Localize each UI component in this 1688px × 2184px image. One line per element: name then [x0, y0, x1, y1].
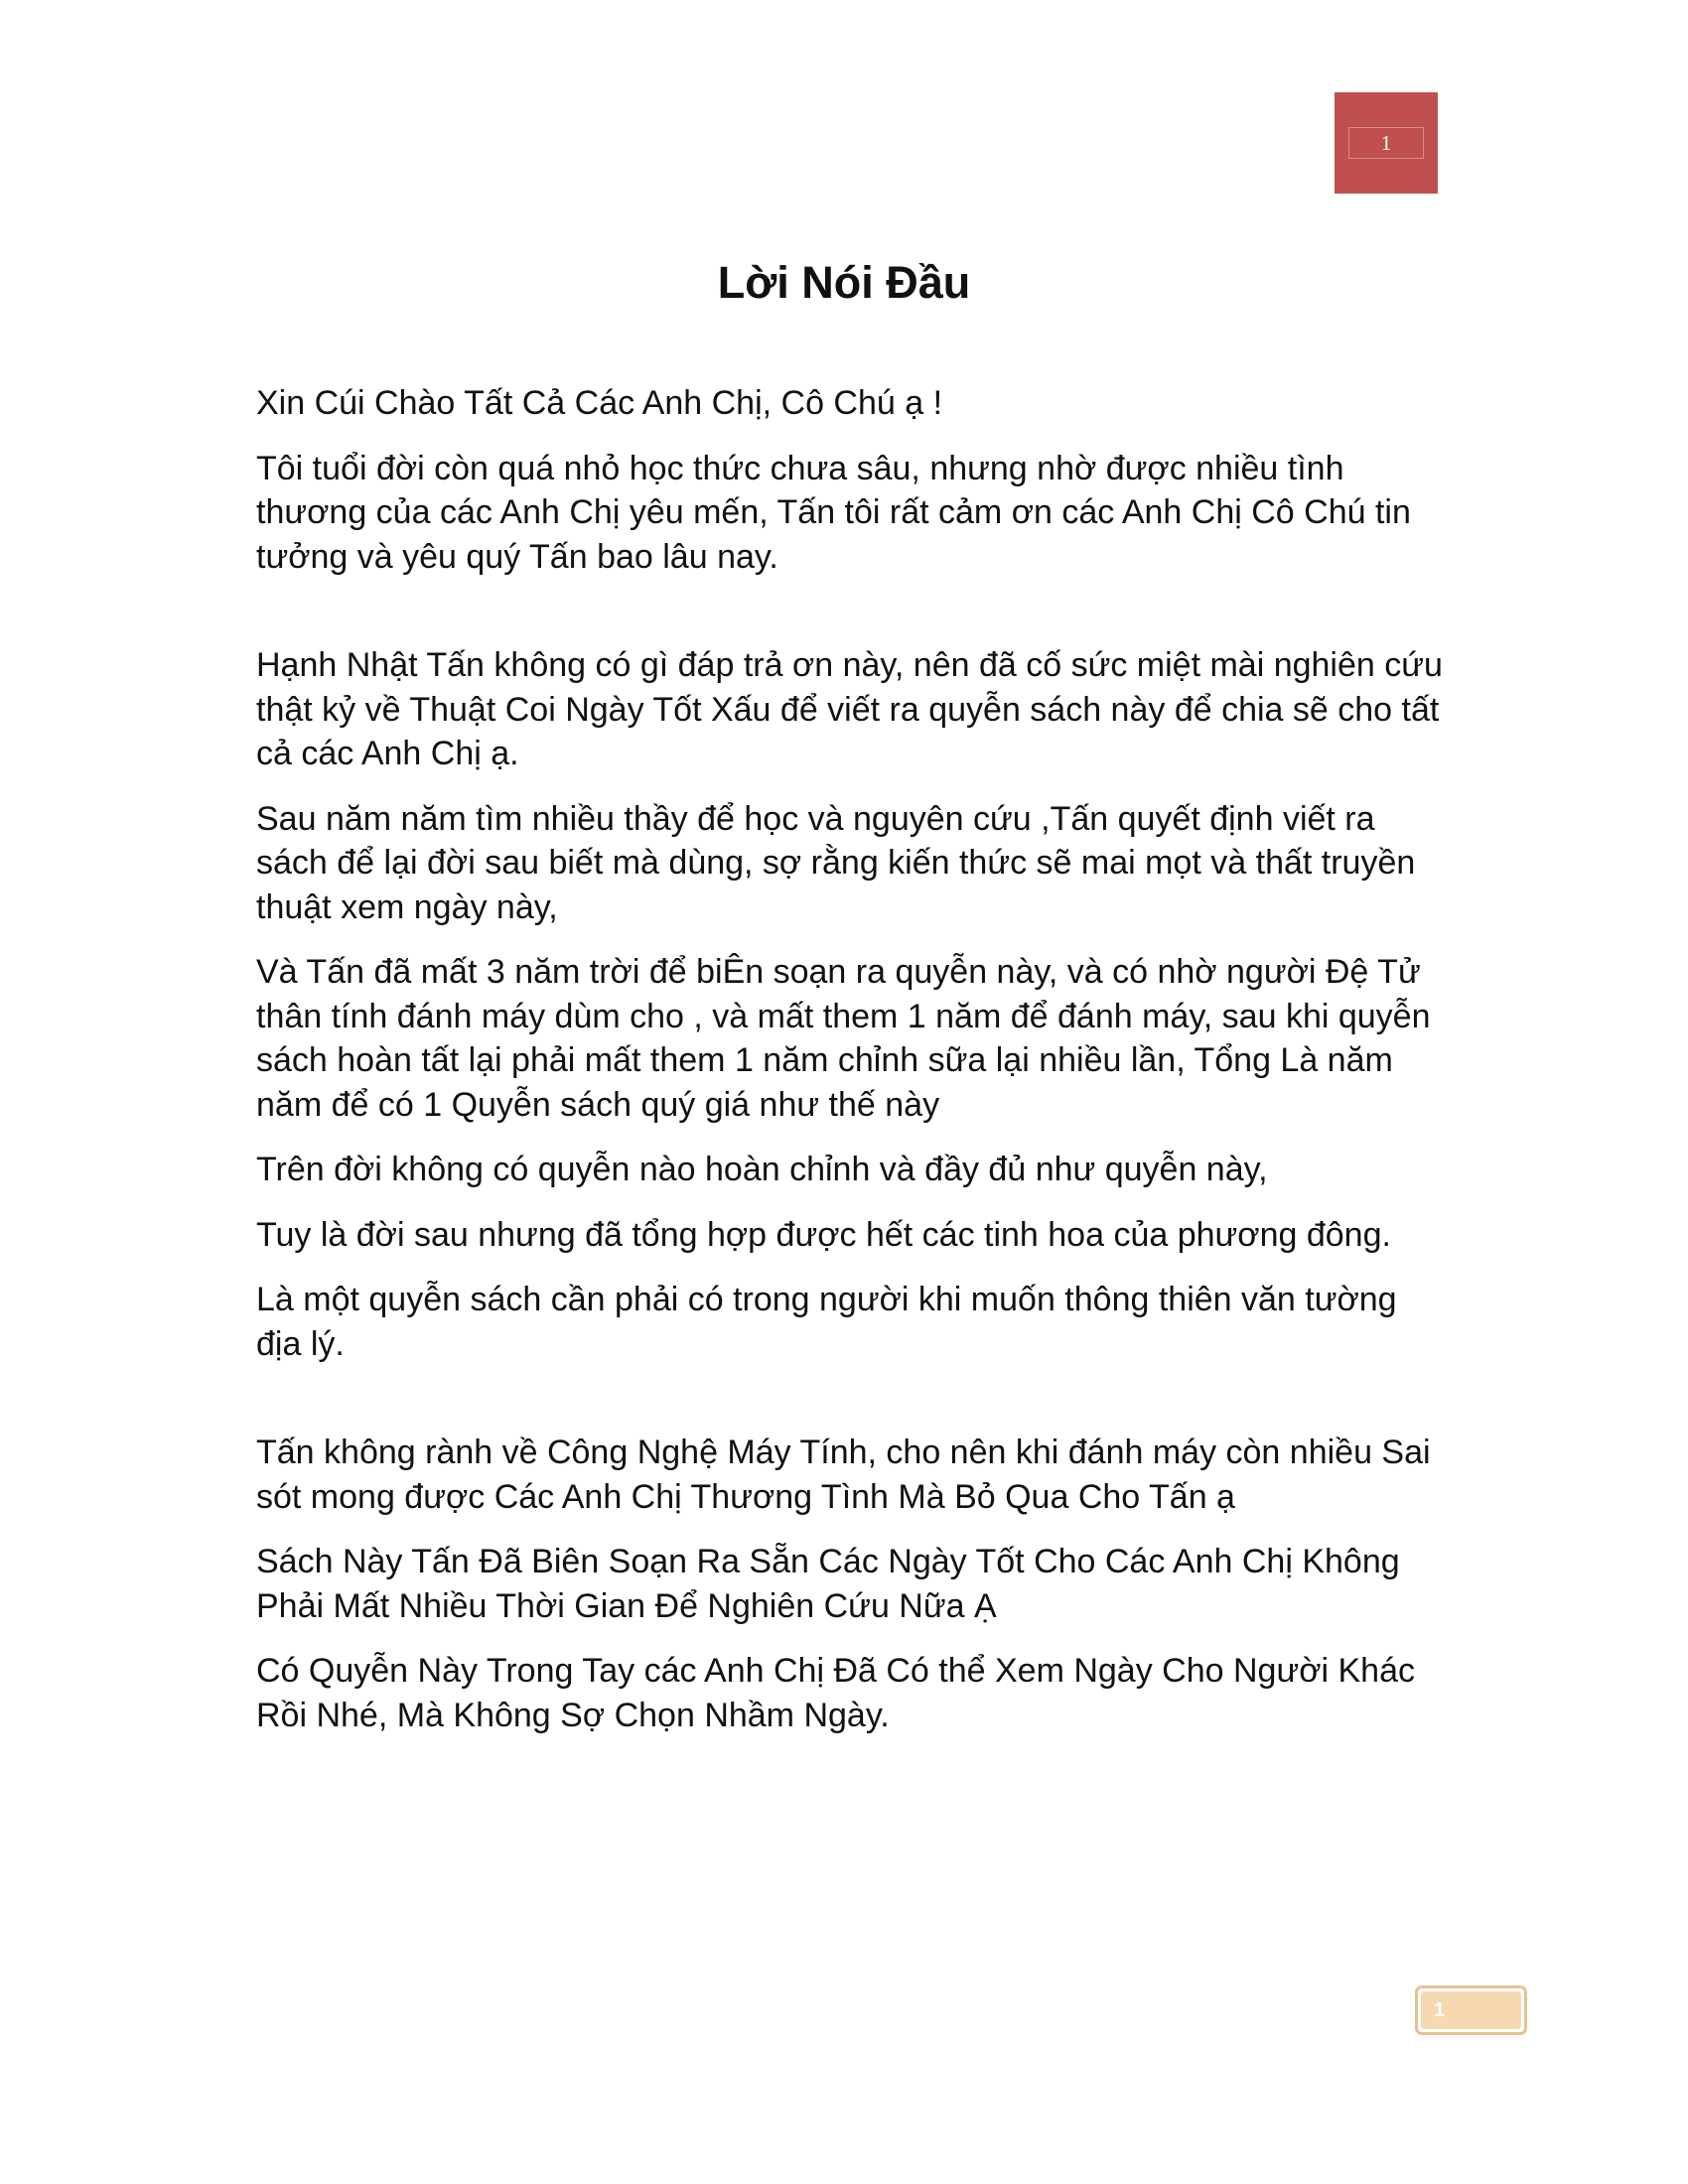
paragraph-apology: Tấn không rành về Công Nghệ Máy Tính, cho nên khi đánh máy còn nhiều Sai sót mong được Các Anh Chị Thương Tình Mà Bỏ Qua Cho Tấn ạ: [256, 1433, 1431, 1516]
paragraph-completeness: Trên đời không có quyễn nào hoàn chỉnh và đầy đủ như quyễn này,: [256, 1151, 1268, 1188]
paragraph-prepared-days: Sách Này Tấn Đã Biên Soạn Ra Sẵn Các Ngày Tốt Cho Các Anh Chị Không Phải Mất Nhiều Thời Gian Để Nghiên Cứu Nữa Ạ: [256, 1543, 1400, 1625]
document-body: [256, 381, 1448, 1758]
header-page-badge: [1335, 92, 1438, 194]
paragraph-essence: Tuy là đời sau nhưng đã tổng hợp được hết các tinh hoa của phương đông.: [256, 1215, 1391, 1254]
paragraph-closing: Có Quyễn Này Trong Tay các Anh Chị Đã Có thể Xem Ngày Cho Người Khác Rồi Nhé, Mà Không Sợ Chọn Nhầm Ngày.: [256, 1652, 1415, 1734]
paragraph-five-years: Sau năm năm tìm nhiều thầy để học và nguyên cứu ,Tấn quyết định viết ra sách để lại đời sau biết mà dùng, sợ rằng kiến thức sẽ mai mọt và thất truyền thuật xem ngày này,: [256, 799, 1416, 926]
paragraph-research: Hạnh Nhật Tấn không có gì đáp trả ơn này, nên đã cố sức miệt mài nghiên cứu thật kỷ về Thuật Coi Ngày Tốt Xấu để viết ra quyễn sách này để chia sẽ cho tất cả các Anh Chị ạ.: [256, 646, 1443, 772]
footer-page-number: 1: [1421, 1991, 1521, 2029]
paragraph-essential-book: Là một quyễn sách cần phải có trong người khi muốn thông thiên văn tường địa lý.: [256, 1281, 1397, 1363]
paragraph-compilation: Và Tấn đã mất 3 năm trời để biÊn soạn ra quyễn này, và có nhờ người Đệ Tử thân tính đánh máy dùm cho , và mất them 1 năm để đánh máy, sau khi quyễn sách hoàn tất lại phải mất them 1 năm chỉnh sữa lại nhiều lần, Tổng Là năm năm để có 1 Quyễn sách quý giá như thế này: [256, 953, 1431, 1124]
paragraph-greeting: Xin Cúi Chào Tất Cả Các Anh Chị, Cô Chú ạ !: [256, 384, 943, 422]
footer-page-badge: [1415, 1985, 1527, 2035]
paragraph-gratitude: Tôi tuổi đời còn quá nhỏ học thức chưa sâu, nhưng nhờ được nhiều tình thương của các Anh Chị yêu mến, Tấn tôi rất cảm ơn các Anh Chị Cô Chú tin tưởng và yêu quý Tấn bao lâu nay.: [256, 449, 1411, 576]
header-page-number: 1: [1348, 127, 1424, 159]
page-title: Lời Nói Đầu: [717, 257, 971, 308]
